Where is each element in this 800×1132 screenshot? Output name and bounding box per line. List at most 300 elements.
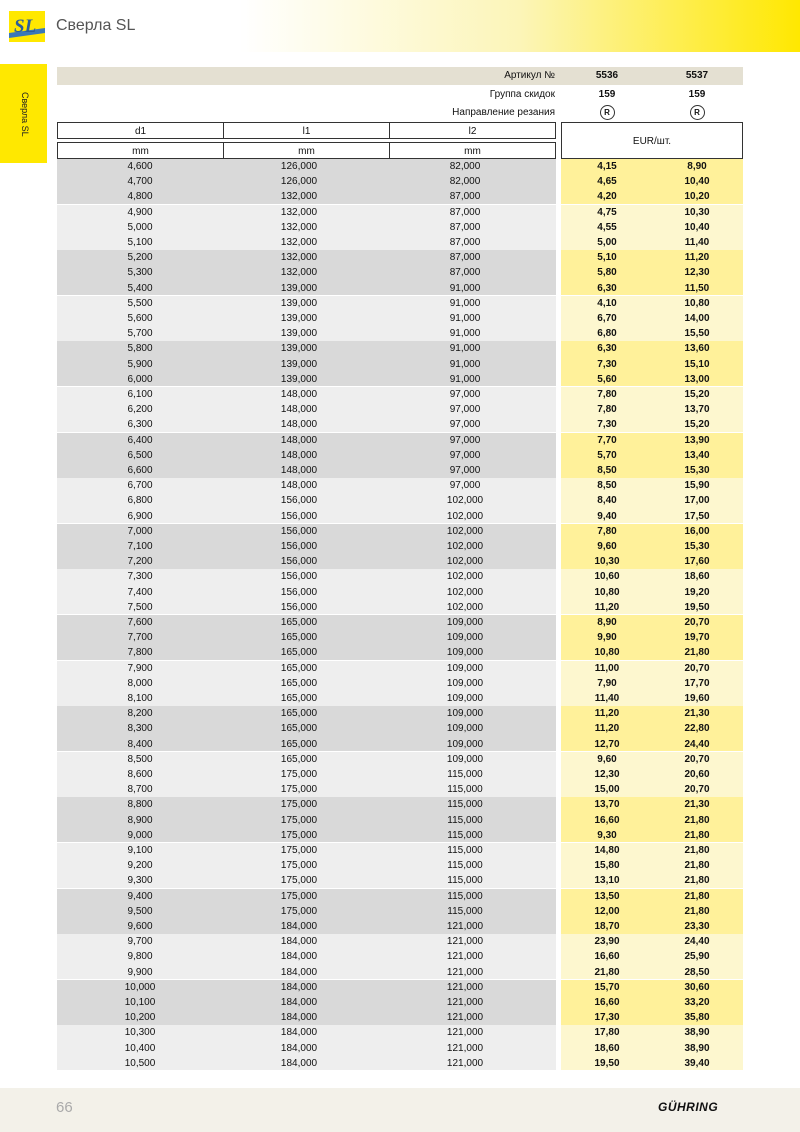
cell-price-5536: 9,40 <box>597 510 617 522</box>
cell-d1: 4,700 <box>127 176 153 188</box>
table-row <box>57 509 743 524</box>
cell-price-5536: 18,70 <box>594 921 620 932</box>
svg-text:SL: SL <box>14 16 37 37</box>
cell-l1: 139,000 <box>280 313 318 324</box>
cell-l1: 165,000 <box>280 693 318 704</box>
col-header-l2: l2 <box>389 122 556 139</box>
cell-l2: 87,000 <box>449 252 481 264</box>
cell-l1: 148,000 <box>280 480 318 492</box>
cell-price-5537: 10,30 <box>684 206 710 218</box>
table-row <box>57 311 743 326</box>
cell-price-5536: 18,60 <box>594 1042 620 1054</box>
cell-price-5536: 7,80 <box>597 525 617 537</box>
cell-d1: 7,300 <box>127 571 153 583</box>
section-tab-label: Сверла SL <box>20 92 30 137</box>
cell-l1: 156,000 <box>280 525 318 537</box>
cell-l1: 175,000 <box>280 860 318 872</box>
cell-d1: 7,400 <box>127 586 153 598</box>
cell-l2: 91,000 <box>449 373 481 385</box>
cell-l2: 91,000 <box>449 297 481 309</box>
cell-l1: 139,000 <box>280 328 318 340</box>
cell-price-5537: 20,70 <box>684 784 710 796</box>
cell-l2: 121,000 <box>446 981 484 993</box>
cell-l2: 102,000 <box>446 571 484 583</box>
cell-price-5536: 4,20 <box>597 191 617 203</box>
cell-price-5537: 20,70 <box>684 753 710 765</box>
right-hand-cut-icon: R <box>600 105 615 120</box>
cell-price-5537: 11,20 <box>684 252 710 264</box>
cell-l2: 82,000 <box>449 176 481 188</box>
cell-price-5537: 10,20 <box>684 191 710 203</box>
cell-price-5537: 20,70 <box>684 662 710 674</box>
cell-price-5536: 17,30 <box>594 1012 620 1024</box>
cell-price-5537: 22,80 <box>684 723 710 735</box>
table-row <box>57 1041 743 1056</box>
cell-l2: 115,000 <box>447 875 483 887</box>
cell-price-5537: 15,30 <box>684 541 710 552</box>
cell-l2: 102,000 <box>446 495 484 507</box>
cell-price-5536: 4,15 <box>597 161 617 172</box>
cell-price-5537: 8,90 <box>687 161 707 172</box>
cell-price-5536: 11,20 <box>594 723 620 735</box>
table-row <box>57 357 743 372</box>
cell-d1: 6,300 <box>127 419 153 431</box>
cell-l2: 91,000 <box>449 343 481 355</box>
cell-l1: 175,000 <box>280 905 318 917</box>
table-row <box>57 478 743 493</box>
cell-l2: 102,000 <box>446 525 484 537</box>
cell-price-5536: 16,60 <box>594 814 620 826</box>
table-row <box>57 265 743 280</box>
cell-price-5537: 17,70 <box>684 677 710 689</box>
cell-price-5537: 19,20 <box>684 586 710 598</box>
sl-logo-icon <box>9 11 45 42</box>
cell-price-5536: 6,70 <box>597 313 617 324</box>
cell-d1: 8,800 <box>127 799 153 811</box>
cell-l2: 102,000 <box>446 541 484 552</box>
discount-value-2: 159 <box>688 89 706 100</box>
cell-l1: 175,000 <box>280 829 318 841</box>
cell-price-5536: 11,20 <box>594 601 620 613</box>
cell-l2: 115,000 <box>447 905 483 917</box>
cell-price-5537: 21,30 <box>684 708 710 720</box>
cell-l2: 97,000 <box>449 480 481 492</box>
table-row <box>57 965 743 980</box>
cell-l2: 102,000 <box>446 601 484 613</box>
table-row <box>57 433 743 448</box>
cell-price-5537: 30,60 <box>684 981 710 993</box>
cell-l2: 121,000 <box>446 1042 484 1054</box>
cell-l1: 126,000 <box>280 161 318 172</box>
cell-d1: 7,900 <box>127 662 153 674</box>
cell-d1: 5,900 <box>127 358 153 370</box>
cell-l2: 82,000 <box>449 161 481 172</box>
cell-d1: 7,700 <box>127 632 153 644</box>
cell-l2: 121,000 <box>446 951 484 963</box>
cell-price-5537: 21,80 <box>684 814 710 826</box>
cell-price-5537: 20,60 <box>684 769 710 780</box>
cell-price-5536: 10,60 <box>594 571 620 583</box>
cell-l1: 132,000 <box>280 237 318 248</box>
cell-d1: 9,500 <box>127 905 153 917</box>
cell-price-5537: 24,40 <box>684 738 710 750</box>
col-header-d1: d1 <box>57 122 224 139</box>
cell-l1: 156,000 <box>280 571 318 583</box>
cell-d1: 10,500 <box>124 1057 156 1069</box>
cell-l1: 165,000 <box>280 753 318 765</box>
table-row <box>57 1056 743 1071</box>
table-row <box>57 919 743 934</box>
cell-l1: 148,000 <box>280 389 318 400</box>
cell-d1: 10,200 <box>124 1012 156 1024</box>
cell-price-5537: 21,80 <box>684 647 710 659</box>
cell-price-5537: 21,80 <box>684 860 710 872</box>
cell-l1: 165,000 <box>280 647 318 659</box>
cell-price-5536: 9,60 <box>597 541 617 552</box>
cell-d1: 7,000 <box>127 525 153 537</box>
table-row <box>57 235 743 250</box>
cell-l1: 139,000 <box>280 297 318 309</box>
cell-price-5537: 38,90 <box>684 1042 710 1054</box>
cell-price-5536: 7,30 <box>597 419 617 431</box>
cell-l1: 148,000 <box>280 404 318 416</box>
cell-l1: 165,000 <box>280 738 318 750</box>
cell-price-5537: 25,90 <box>684 951 710 963</box>
table-row <box>57 296 743 311</box>
cell-d1: 5,000 <box>127 221 153 233</box>
table-row <box>57 554 743 569</box>
cell-l1: 175,000 <box>280 890 318 902</box>
table-row <box>57 873 743 888</box>
cell-d1: 9,000 <box>127 829 153 841</box>
cell-price-5536: 5,60 <box>597 373 617 385</box>
cell-price-5536: 9,30 <box>597 829 617 841</box>
table-row <box>57 813 743 828</box>
table-row <box>57 949 743 964</box>
cell-price-5536: 9,60 <box>597 753 617 765</box>
cell-l2: 121,000 <box>446 936 484 948</box>
cell-d1: 10,400 <box>124 1042 156 1054</box>
cell-l2: 109,000 <box>446 693 484 704</box>
cell-l2: 102,000 <box>446 510 484 522</box>
cell-l1: 156,000 <box>280 495 318 507</box>
page-number: 66 <box>56 1099 73 1116</box>
cell-price-5537: 21,80 <box>684 829 710 841</box>
cell-l1: 175,000 <box>280 799 318 811</box>
table-row <box>57 205 743 220</box>
cell-price-5536: 7,70 <box>597 434 617 446</box>
cell-price-5536: 8,40 <box>597 495 617 507</box>
cell-l2: 87,000 <box>449 237 481 248</box>
cell-price-5537: 38,90 <box>684 1027 710 1039</box>
cell-price-5536: 23,90 <box>594 936 620 948</box>
cell-price-5536: 21,80 <box>594 966 620 978</box>
cell-l1: 156,000 <box>280 586 318 598</box>
cell-price-5536: 14,80 <box>594 845 620 856</box>
cell-l2: 121,000 <box>446 1057 484 1069</box>
cell-price-5537: 23,30 <box>684 921 710 932</box>
cell-price-5536: 16,60 <box>594 997 620 1008</box>
cell-d1: 6,600 <box>127 465 153 476</box>
cell-l1: 139,000 <box>280 343 318 355</box>
cell-price-5537: 19,60 <box>684 693 710 704</box>
cell-d1: 8,000 <box>127 677 153 689</box>
cell-l1: 175,000 <box>280 875 318 887</box>
cell-price-5537: 24,40 <box>684 936 710 948</box>
table-row <box>57 645 743 660</box>
cell-price-5537: 21,80 <box>684 875 710 887</box>
cell-l2: 102,000 <box>446 586 484 598</box>
cell-l1: 184,000 <box>280 981 318 993</box>
cell-price-5536: 19,50 <box>594 1057 620 1069</box>
cell-l1: 132,000 <box>280 191 318 203</box>
cell-price-5537: 15,30 <box>684 465 710 476</box>
cell-l2: 97,000 <box>449 434 481 446</box>
cell-price-5537: 15,10 <box>684 358 710 370</box>
cell-l1: 184,000 <box>280 951 318 963</box>
cell-price-5536: 12,70 <box>594 738 620 750</box>
cell-d1: 8,600 <box>127 769 153 780</box>
cell-d1: 6,100 <box>127 389 153 400</box>
cell-l1: 184,000 <box>280 1042 318 1054</box>
cell-d1: 7,100 <box>127 541 153 552</box>
cell-l1: 148,000 <box>280 449 318 461</box>
cell-l1: 139,000 <box>280 282 318 294</box>
table-row <box>57 189 743 204</box>
cell-l1: 148,000 <box>280 419 318 431</box>
cell-price-5536: 5,00 <box>597 237 617 248</box>
cell-d1: 6,700 <box>127 480 153 492</box>
cell-l2: 97,000 <box>449 404 481 416</box>
cell-d1: 8,200 <box>127 708 153 720</box>
cell-price-5536: 10,80 <box>594 647 620 659</box>
table-row <box>57 387 743 402</box>
cell-l1: 156,000 <box>280 556 318 568</box>
cell-l1: 132,000 <box>280 206 318 218</box>
cell-d1: 7,500 <box>127 601 153 613</box>
cell-l2: 109,000 <box>446 647 484 659</box>
cell-l2: 109,000 <box>446 662 484 674</box>
col-header-l1: l1 <box>223 122 390 139</box>
cell-l1: 175,000 <box>280 784 318 796</box>
cell-d1: 6,900 <box>127 510 153 522</box>
table-row <box>57 767 743 782</box>
cell-l2: 109,000 <box>446 632 484 644</box>
table-row <box>57 782 743 797</box>
cell-d1: 6,800 <box>127 495 153 507</box>
cell-d1: 9,800 <box>127 951 153 963</box>
table-row <box>57 661 743 676</box>
cell-price-5537: 12,30 <box>684 267 710 279</box>
cell-price-5536: 15,00 <box>594 784 620 796</box>
cell-l1: 175,000 <box>280 769 318 780</box>
cell-price-5536: 16,60 <box>594 951 620 963</box>
cell-l2: 97,000 <box>449 389 481 400</box>
discount-value-1: 159 <box>598 89 616 100</box>
cell-l2: 87,000 <box>449 206 481 218</box>
cell-price-5536: 8,90 <box>597 617 617 628</box>
table-row <box>57 706 743 721</box>
cell-l2: 121,000 <box>446 1012 484 1024</box>
cell-price-5536: 11,20 <box>594 708 620 720</box>
page-title: Сверла SL <box>56 17 136 34</box>
cell-price-5536: 7,80 <box>597 389 617 400</box>
cell-l1: 184,000 <box>280 1057 318 1069</box>
cell-l2: 115,000 <box>447 845 483 856</box>
table-row <box>57 220 743 235</box>
cell-price-5537: 17,60 <box>684 556 710 568</box>
cell-d1: 7,200 <box>127 556 153 568</box>
cell-l2: 97,000 <box>449 449 481 461</box>
cell-price-5537: 10,40 <box>684 221 710 233</box>
cell-price-5537: 17,50 <box>684 510 710 522</box>
cell-price-5537: 15,20 <box>684 419 710 431</box>
cell-l2: 91,000 <box>449 358 481 370</box>
cell-d1: 10,300 <box>124 1027 156 1039</box>
cell-price-5536: 15,70 <box>594 981 620 993</box>
cell-l2: 97,000 <box>449 419 481 431</box>
cut-direction-label: Направление резания <box>452 107 555 118</box>
cell-d1: 5,500 <box>127 297 153 309</box>
cell-price-5536: 4,75 <box>597 206 617 218</box>
cell-price-5537: 13,70 <box>684 404 710 416</box>
cell-price-5537: 19,50 <box>684 601 710 613</box>
table-row <box>57 402 743 417</box>
cell-price-5537: 13,40 <box>684 449 710 461</box>
cell-l1: 184,000 <box>280 936 318 948</box>
cell-price-5536: 12,00 <box>594 905 620 917</box>
cell-l2: 115,000 <box>447 890 483 902</box>
cell-d1: 6,200 <box>127 404 153 416</box>
table-row <box>57 524 743 539</box>
table-row <box>57 250 743 265</box>
cell-d1: 10,000 <box>124 981 156 993</box>
cell-l2: 87,000 <box>449 267 481 279</box>
cell-l2: 121,000 <box>446 1027 484 1039</box>
cell-d1: 7,600 <box>127 617 153 628</box>
table-row <box>57 493 743 508</box>
cell-d1: 9,400 <box>127 890 153 902</box>
cell-price-5537: 13,90 <box>684 434 710 446</box>
cell-l1: 184,000 <box>280 966 318 978</box>
cell-price-5537: 15,90 <box>684 480 710 492</box>
cell-price-5537: 35,80 <box>684 1012 710 1024</box>
cell-price-5537: 18,60 <box>684 571 710 583</box>
table-row <box>57 980 743 995</box>
cell-d1: 7,800 <box>127 647 153 659</box>
cell-price-5536: 12,30 <box>594 769 620 780</box>
cell-l1: 175,000 <box>280 845 318 856</box>
cell-price-5537: 17,00 <box>684 495 710 507</box>
cell-price-5537: 11,50 <box>684 282 710 294</box>
cell-price-5536: 10,80 <box>594 586 620 598</box>
cell-l2: 121,000 <box>446 921 484 932</box>
discount-label: Группа скидок <box>489 89 555 100</box>
cell-d1: 5,600 <box>127 313 153 324</box>
cell-d1: 8,400 <box>127 738 153 750</box>
cell-price-5536: 11,00 <box>594 662 620 674</box>
table-row <box>57 174 743 189</box>
cell-price-5536: 15,80 <box>594 860 620 872</box>
cell-l1: 139,000 <box>280 358 318 370</box>
cut-direction-row <box>57 104 743 122</box>
section-tab <box>0 64 47 163</box>
cell-l2: 121,000 <box>446 966 484 978</box>
cell-d1: 10,100 <box>124 997 156 1008</box>
table-row <box>57 676 743 691</box>
cell-d1: 4,600 <box>127 161 153 172</box>
cell-d1: 6,400 <box>127 434 153 446</box>
table-row <box>57 995 743 1010</box>
cell-l1: 148,000 <box>280 434 318 446</box>
cell-price-5537: 28,50 <box>684 966 710 978</box>
cell-d1: 8,500 <box>127 753 153 765</box>
cell-l2: 91,000 <box>449 313 481 324</box>
cell-l1: 148,000 <box>280 465 318 476</box>
cell-price-5537: 13,00 <box>684 373 710 385</box>
table-row <box>57 752 743 767</box>
table-row <box>57 1025 743 1040</box>
cell-d1: 9,600 <box>127 921 153 932</box>
cell-l2: 115,000 <box>447 814 483 826</box>
cell-l2: 121,000 <box>446 997 484 1008</box>
cell-price-5536: 7,90 <box>597 677 617 689</box>
cell-price-5536: 17,80 <box>594 1027 620 1039</box>
cell-l2: 97,000 <box>449 465 481 476</box>
cell-price-5536: 6,30 <box>597 282 617 294</box>
cell-price-5536: 13,10 <box>594 875 620 887</box>
cell-d1: 5,700 <box>127 328 153 340</box>
cell-price-5536: 10,30 <box>594 556 620 568</box>
table-row <box>57 737 743 752</box>
cell-price-5537: 21,80 <box>684 890 710 902</box>
cell-l1: 165,000 <box>280 662 318 674</box>
cell-l2: 115,000 <box>447 769 483 780</box>
table-row <box>57 569 743 584</box>
cell-price-5536: 13,70 <box>594 799 620 811</box>
cell-d1: 4,900 <box>127 206 153 218</box>
table-row <box>57 281 743 296</box>
cell-l1: 156,000 <box>280 601 318 613</box>
table-row <box>57 341 743 356</box>
cell-price-5537: 10,80 <box>684 297 710 309</box>
cell-l2: 109,000 <box>446 708 484 720</box>
cell-price-5537: 39,40 <box>684 1057 710 1069</box>
col-unit-l1: mm <box>223 142 390 159</box>
brand-logo: GÜHRING <box>658 1100 719 1114</box>
cell-d1: 8,700 <box>127 784 153 796</box>
article-5536: 5536 <box>595 70 619 81</box>
cell-price-5536: 8,50 <box>597 480 617 492</box>
table-row <box>57 585 743 600</box>
cell-l1: 184,000 <box>280 1012 318 1024</box>
cell-l1: 165,000 <box>280 708 318 720</box>
cell-price-5537: 14,00 <box>684 313 710 324</box>
table-row <box>57 372 743 387</box>
cell-price-5537: 20,70 <box>684 617 710 628</box>
cell-price-5537: 21,80 <box>684 905 710 917</box>
cell-price-5537: 21,30 <box>684 799 710 811</box>
cell-price-5536: 4,55 <box>597 221 617 233</box>
col-unit-d1: mm <box>57 142 224 159</box>
cell-l2: 115,000 <box>447 784 483 796</box>
cell-l1: 156,000 <box>280 510 318 522</box>
cell-price-5537: 15,50 <box>684 328 710 340</box>
cell-price-5537: 21,80 <box>684 845 710 856</box>
table-row <box>57 691 743 706</box>
cell-price-5536: 5,70 <box>597 449 617 461</box>
table-row <box>57 889 743 904</box>
